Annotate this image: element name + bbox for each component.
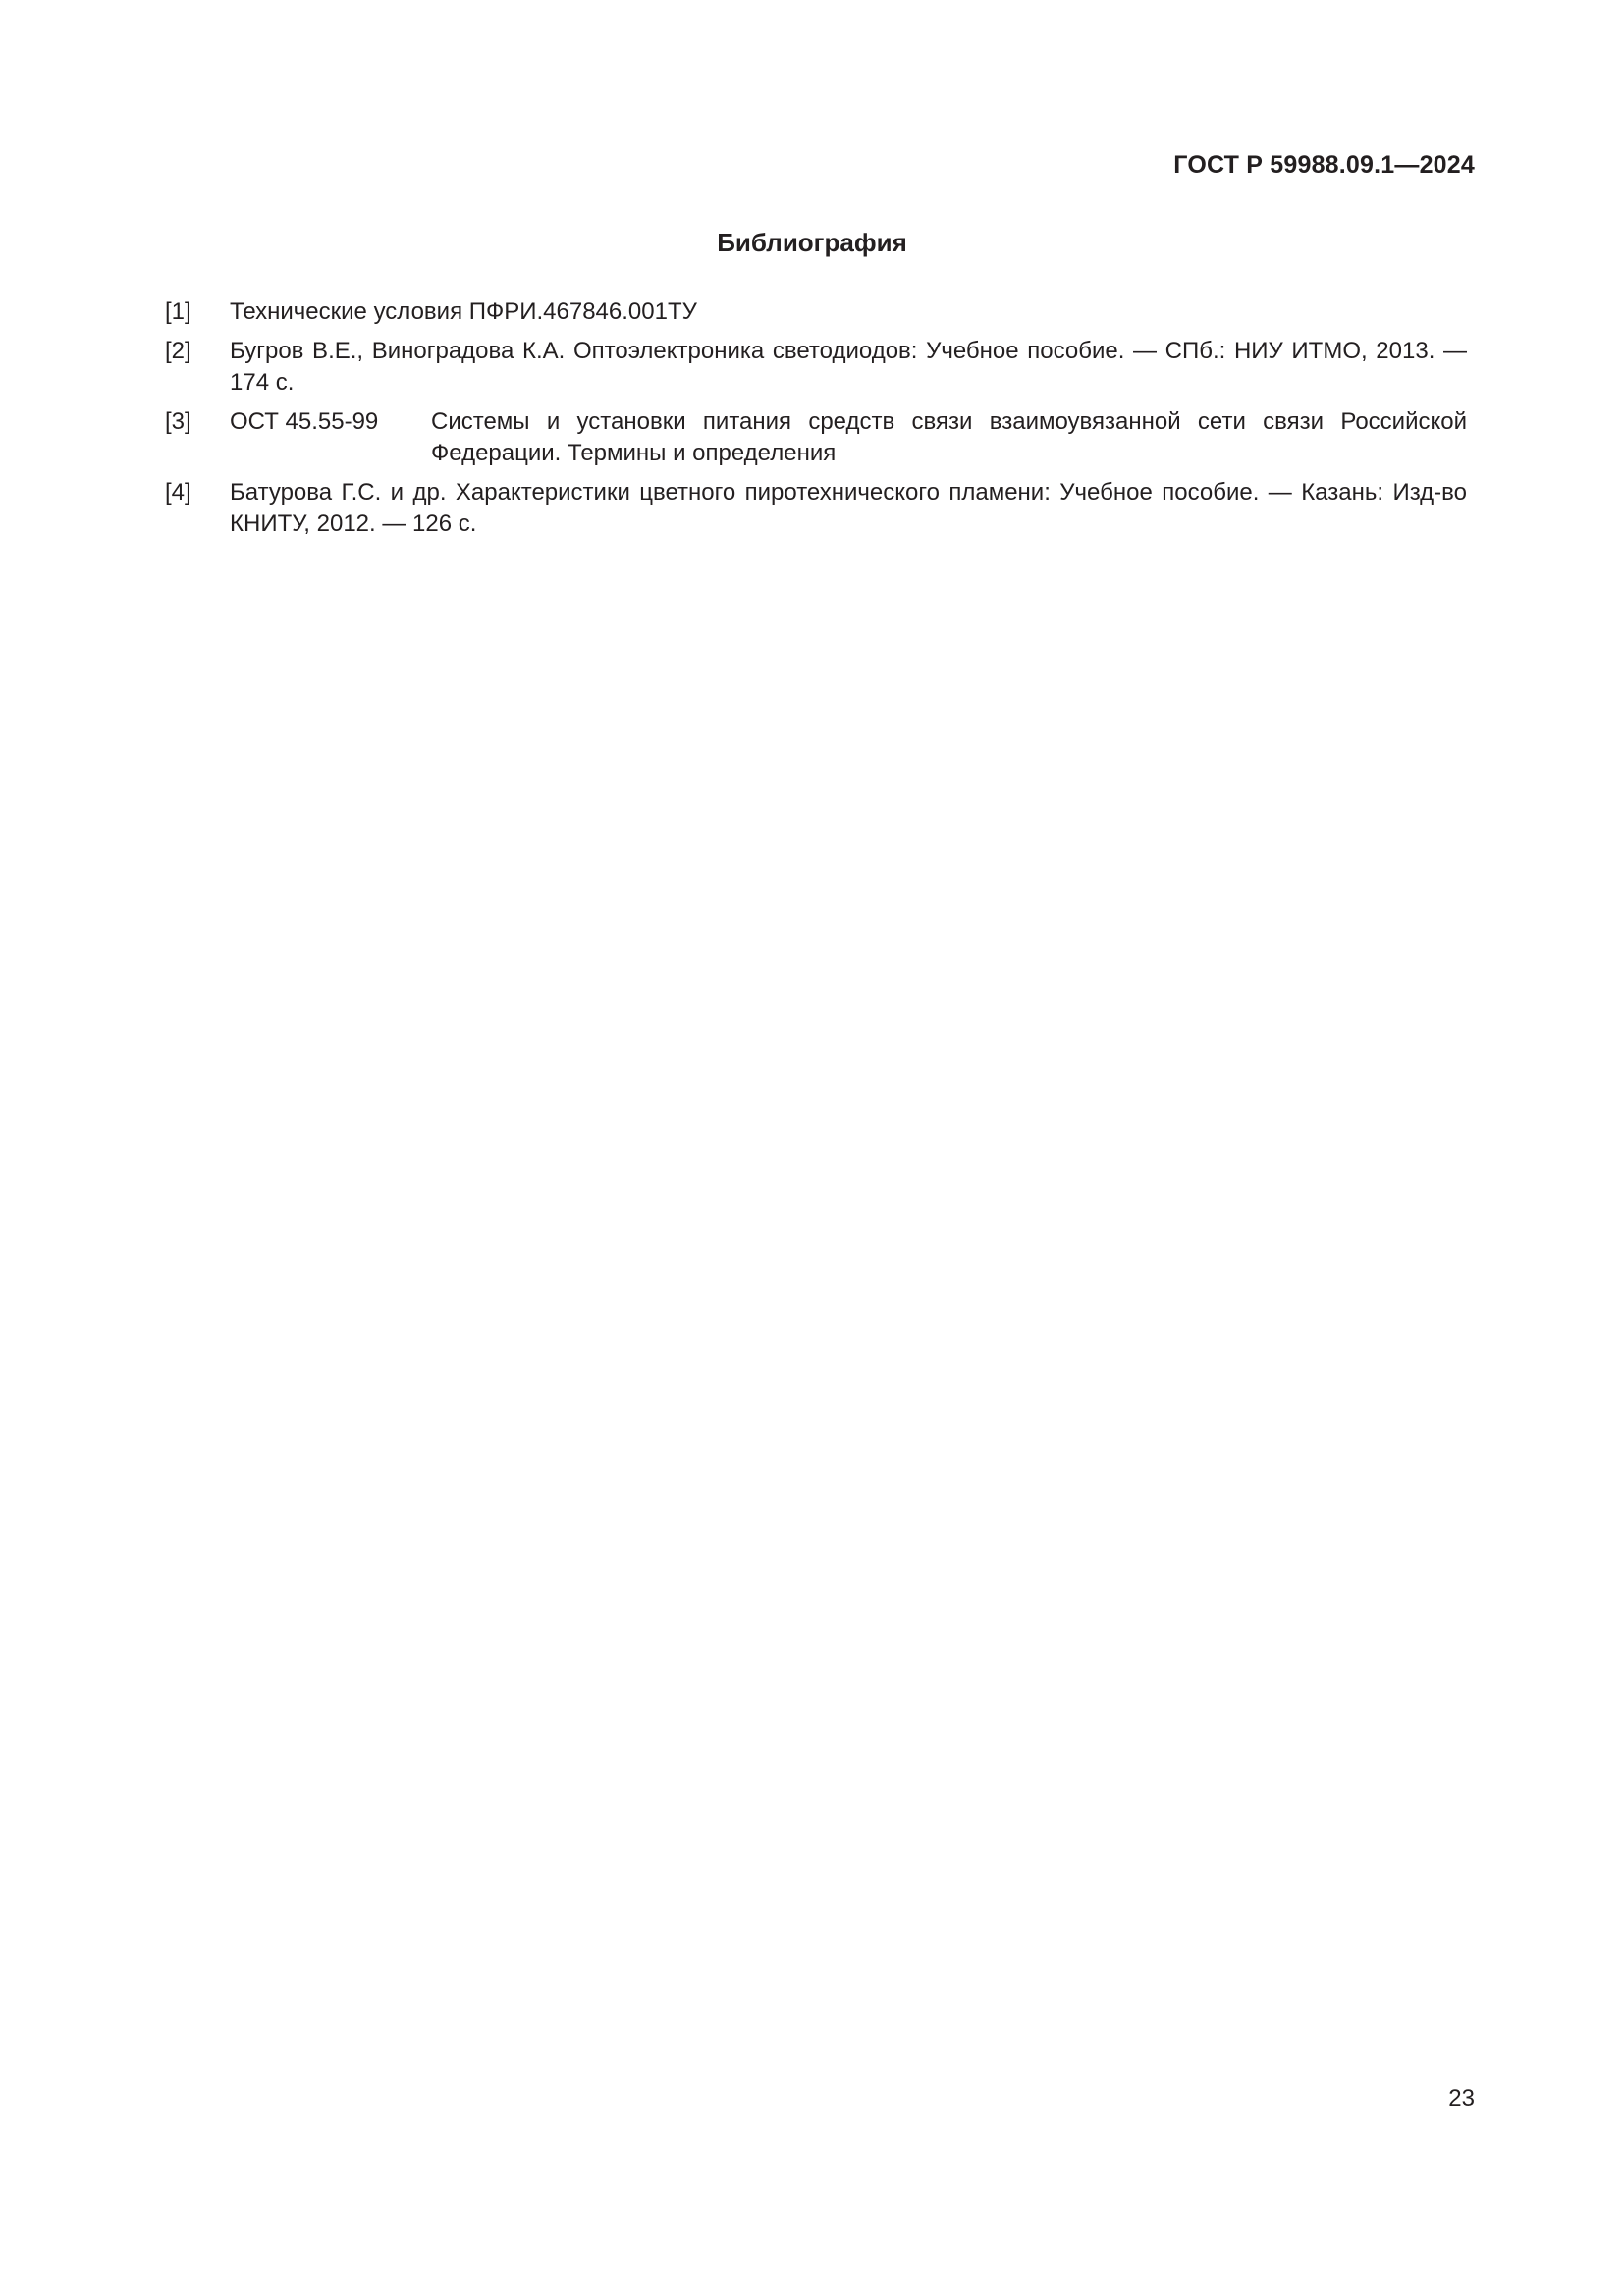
bibliography-text: Бугров В.Е., Виноградова К.А. Оптоэлектроника светодиодов: Учебное пособие. — СПб.: НИУ ИТМО, 2013. — 174 с. — [230, 338, 1467, 396]
bibliography-item-2 — [165, 336, 1467, 399]
bibliography-number: [2] — [165, 338, 191, 364]
bibliography-number: [1] — [165, 298, 191, 325]
standard-code-header: ГОСТ Р 59988.09.1—2024 — [1173, 151, 1475, 179]
bibliography-text: Технические условия ПФРИ.467846.001ТУ — [230, 298, 697, 325]
page-number: 23 — [1448, 2085, 1475, 2111]
bibliography-list — [165, 296, 1467, 548]
bibliography-item-1 — [165, 296, 1467, 328]
bibliography-item-3 — [165, 406, 1467, 469]
bibliography-number: [3] — [165, 408, 191, 435]
bibliography-item-4 — [165, 477, 1467, 540]
bibliography-code: ОСТ 45.55-99 — [230, 408, 379, 435]
bibliography-number: [4] — [165, 479, 191, 506]
page-title: Библиография — [717, 228, 907, 257]
bibliography-text: Системы и установки питания средств связи взаимоувязанной сети связи Российской Федерации. Термины и определения — [431, 408, 1467, 466]
bibliography-text: Батурова Г.С. и др. Характеристики цветного пиротехнического пламени: Учебное пособие. — Казань: Изд-во КНИТУ, 2012. — 126 с. — [230, 479, 1467, 537]
